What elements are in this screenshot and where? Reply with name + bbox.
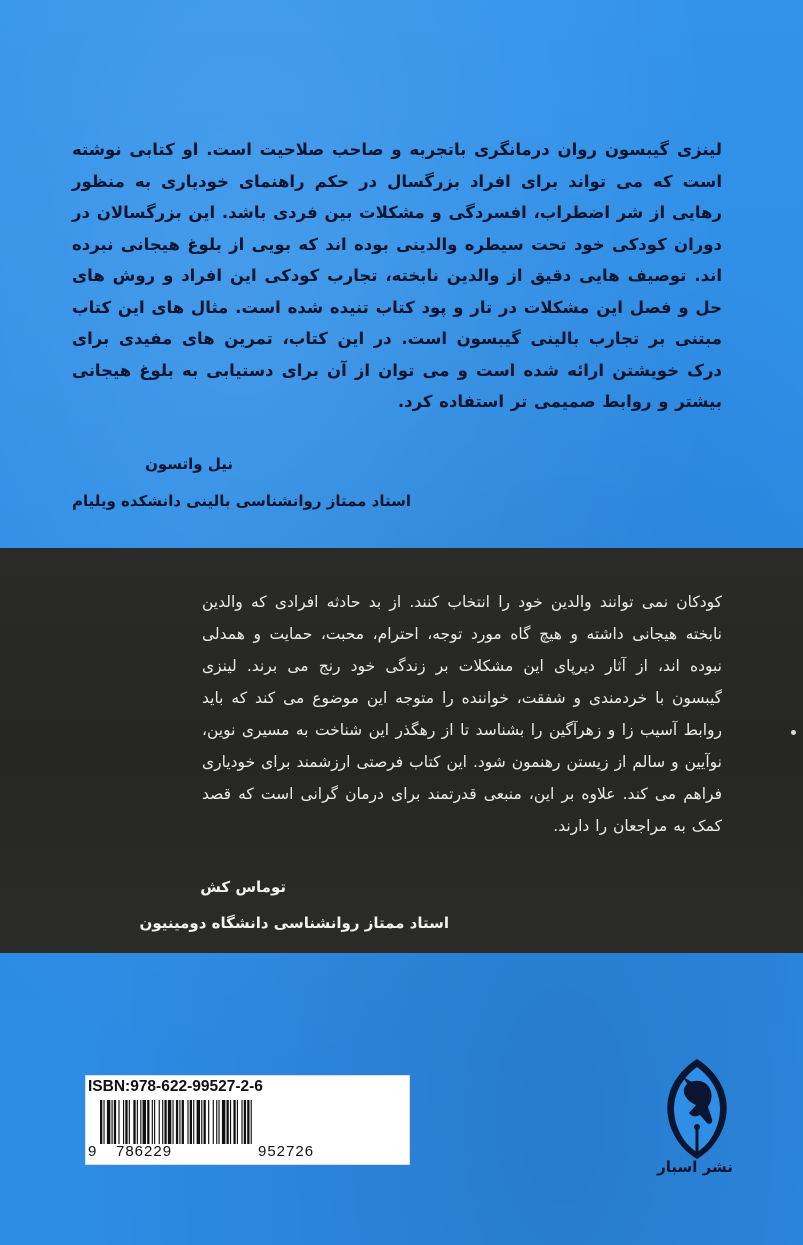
barcode-bar <box>216 1100 217 1144</box>
barcode-bar <box>172 1100 173 1144</box>
barcode-bar <box>213 1100 214 1144</box>
barcode-bar <box>182 1100 184 1144</box>
barcode-bar <box>112 1100 113 1144</box>
barcode-bar <box>208 1100 209 1144</box>
barcode-bar <box>100 1100 102 1144</box>
isbn-barcode <box>85 1075 410 1165</box>
barcode-bar <box>230 1100 231 1144</box>
barcode-bar <box>241 1100 242 1144</box>
barcode-bar <box>159 1100 160 1144</box>
barcode-bar <box>143 1100 146 1144</box>
barcode-bar <box>133 1100 135 1144</box>
barcode-bar <box>251 1100 252 1144</box>
barcode-bar <box>147 1100 149 1144</box>
top-blurb-paragraph: لینزی گیبسون روان درمانگری باتجربه و صاحب صلاحیت است. او کتابی نوشته است که می تواند برای افراد بزرگسال در حکم راهنمای خودیاری به منظور رهایی از شر اضطراب، افسردگی و مشکلات بین فردی باشد. این بزرگسالان در دوران کودکی خود تحت سیطره والدینی بوده اند که بویی از بلوغ هیجانی نبرده اند. توصیف هایی دقیق از والدین نابخته، تجارب کودکی این افراد و روش های حل و فصل این مشکلات در تار و پود کتاب تنیده شده است. مثال های این کتاب مبتنی بر تجارب بالینی گیبسون است. در این کتاب، تمرین های مفیدی برای درک خویشتن ارائه شده است و می توان از آن برای دستیابی به بلوغ هیجانی بیشتر و روابط صمیمی تر استفاده کرد. <box>72 140 722 411</box>
barcode-bar <box>123 1100 124 1144</box>
edge-dot <box>791 730 796 735</box>
barcode-bar <box>218 1100 219 1144</box>
dark-author-name: توماس کش <box>200 878 286 896</box>
top-author-title: استاد ممتاز روانشناسی بالینی دانشکده ویلیام <box>72 492 411 510</box>
barcode-bar <box>129 1100 130 1144</box>
barcode-bar <box>152 1100 153 1144</box>
barcode-bar <box>164 1100 166 1144</box>
barcode-bar <box>197 1100 200 1144</box>
barcode-bar <box>162 1100 163 1144</box>
barcode-bar <box>237 1100 238 1144</box>
barcode-digit-first: 9 <box>88 1143 98 1160</box>
barcode-bar <box>227 1100 229 1144</box>
dark-author-title: استاد ممتاز روانشناسی دانشگاه دومینیون <box>139 914 449 932</box>
barcode-bar <box>114 1100 116 1144</box>
barcode-bar <box>222 1100 225 1144</box>
publisher-name: نشر اسبار <box>657 1158 733 1176</box>
barcode-bar <box>187 1100 188 1144</box>
barcode-bar <box>107 1100 110 1144</box>
barcode-bars <box>100 1100 396 1144</box>
top-author-name: نیل واتسون <box>145 455 233 473</box>
top-blurb-section <box>0 0 803 548</box>
barcode-bar <box>154 1100 155 1144</box>
barcode-bar <box>204 1100 206 1144</box>
barcode-bar <box>179 1100 180 1144</box>
barcode-bar <box>247 1100 249 1144</box>
barcode-bar <box>140 1100 141 1144</box>
barcode-digits-left: 786229 <box>116 1143 173 1160</box>
barcode-bar <box>125 1100 127 1144</box>
barcode-bar <box>190 1100 192 1144</box>
barcode-digits-right: 952726 <box>258 1143 315 1160</box>
barcode-bar <box>193 1100 194 1144</box>
isbn-label: ISBN:978-622-99527-2-6 <box>88 1078 263 1095</box>
barcode-bar <box>244 1100 246 1144</box>
barcode-bar <box>103 1100 104 1144</box>
barcode-bar <box>137 1100 138 1144</box>
barcode-bar <box>201 1100 202 1144</box>
barcode-bar <box>176 1100 178 1144</box>
barcode-bar <box>168 1100 171 1144</box>
barcode-bar <box>233 1100 235 1144</box>
barcode-bar <box>118 1100 119 1144</box>
dark-blurb-paragraph: کودکان نمی توانند والدین خود را انتخاب کنند. از بد حادثه افرادی که والدین نابخته هیجانی داشته و هیچ گاه مورد توجه، احترام، محبت، حمایت و همدلی نبوده اند، از آثار دیرپای این مشکلات بر زندگی خود رنج می برند. لینزی گیبسون با خردمندی و شفقت، خواننده را متوجه این موضوع می کند که باید روابط آسیب زا و زهرآگین را بشناسد تا از رهگذر این شناخت به مسیری نوین، نوآیین و سالم از زیستن رهنمون شود. این کتاب فرصتی ارزشمند برای خودیاری فراهم می کند. علاوه بر این، منبعی قدرتمند برای درمان گرانی است که قصد کمک به مراجعان را دارند. <box>202 593 722 835</box>
